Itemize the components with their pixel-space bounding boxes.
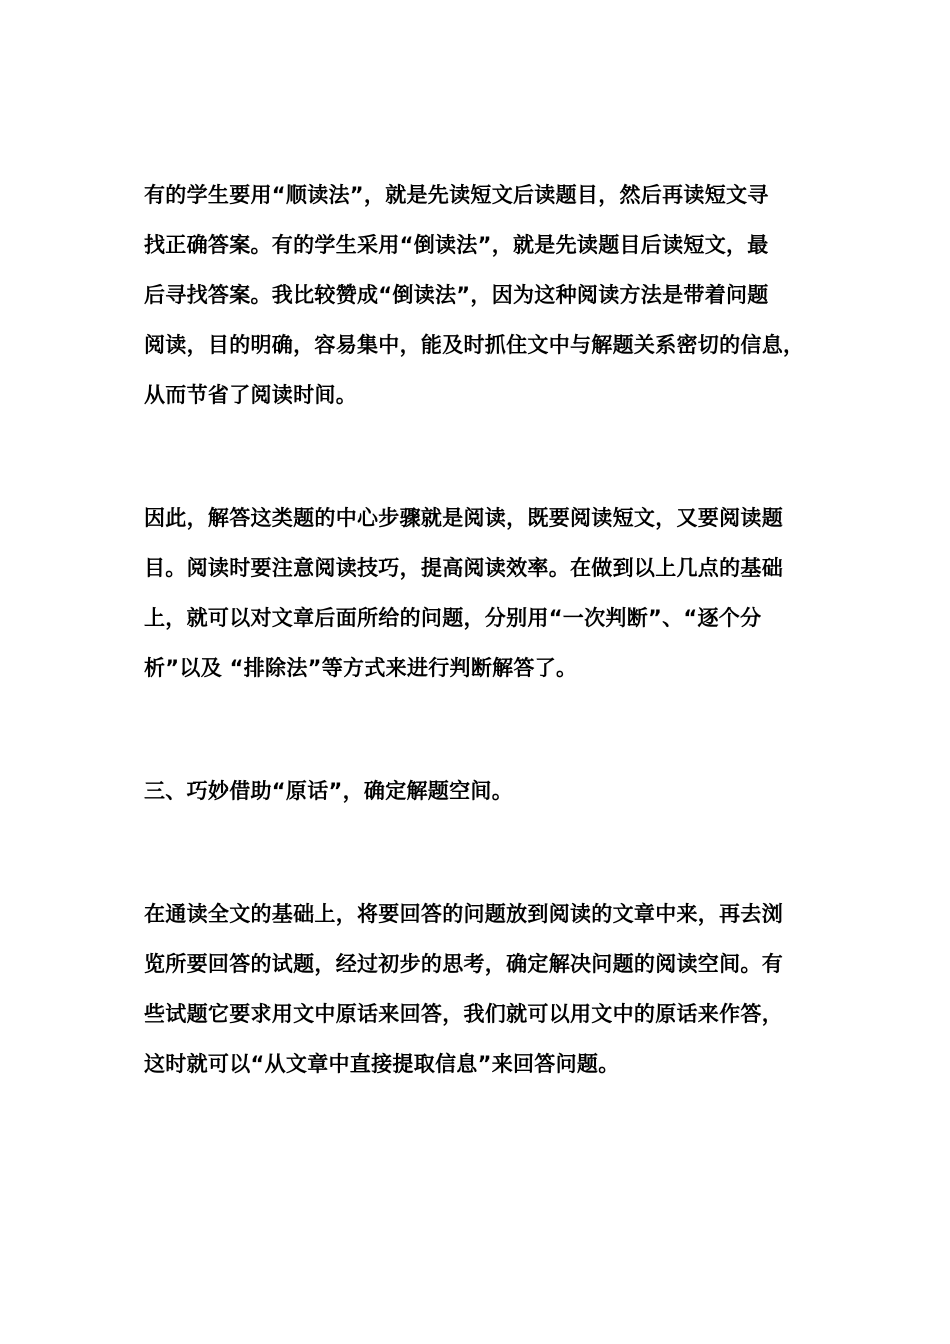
text-line: 上，就可以对文章后面所给的问题，分别用“一次判断”、“逐个分 <box>144 606 762 630</box>
paragraph-original-words <box>144 889 783 1089</box>
text-line: 析”以及 “排除法”等方式来进行判断解答了。 <box>144 656 578 680</box>
text-line: 览所要回答的试题，经过初步的思考，确定解决问题的阅读空间。有 <box>144 952 783 976</box>
text-line: 有的学生要用“顺读法”，就是先读短文后读题目，然后再读短文寻 <box>144 183 769 207</box>
text-line: 目。阅读时要注意阅读技巧，提高阅读效率。在做到以上几点的基础 <box>144 556 783 580</box>
text-line: 这时就可以“从文章中直接提取信息”来回答问题。 <box>144 1052 620 1076</box>
paragraph-reading-steps <box>144 493 783 693</box>
text-line: 因此，解答这类题的中心步骤就是阅读，既要阅读短文，又要阅读题 <box>144 506 783 530</box>
text-line: 些试题它要求用文中原话来回答，我们就可以用文中的原话来作答， <box>144 1002 783 1026</box>
paragraph-reading-methods <box>144 170 804 420</box>
text-line: 从而节省了阅读时间。 <box>144 383 357 407</box>
section-heading <box>144 766 513 816</box>
heading-line: 三、巧妙借助“原话”，确定解题空间。 <box>144 779 514 803</box>
text-line: 找正确答案。有的学生采用“倒读法”，就是先读题目后读短文，最 <box>144 233 769 257</box>
text-line: 阅读，目的明确，容易集中，能及时抓住文中与解题关系密切的信息， <box>144 333 805 357</box>
text-line: 在通读全文的基础上，将要回答的问题放到阅读的文章中来，再去浏 <box>144 902 783 926</box>
text-line: 后寻找答案。我比较赞成“倒读法”，因为这种阅读方法是带着问题 <box>144 283 769 307</box>
